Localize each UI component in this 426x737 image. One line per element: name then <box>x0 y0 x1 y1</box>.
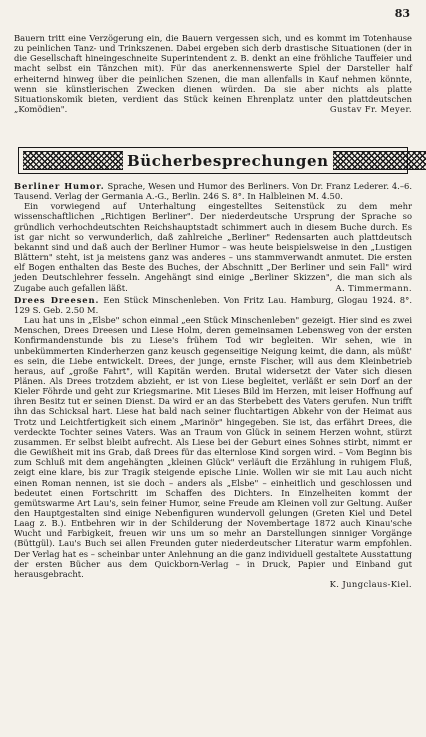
ornament-left-icon <box>23 151 123 170</box>
review-signature: K. Jungclaus-Kiel. <box>329 579 412 590</box>
review-citation <box>14 295 412 315</box>
previous-review-signature: Gustav Fr. Meyer. <box>329 104 412 115</box>
review-citation-text: Een Stück Minschenleben. Von Fritz Lau. Hamburg, Glogau 1924. 8°. 129 S. Geb. 2.50 M. <box>14 294 412 315</box>
review-drees-dreesen <box>14 295 412 590</box>
previous-review-text <box>14 33 412 114</box>
review-signature: A. Timmermann. <box>335 282 412 293</box>
review-berliner-humor <box>14 181 412 293</box>
review-body <box>14 201 412 292</box>
review-citation-text: Sprache, Wesen und Humor des Berliners. Von Dr. Franz Lederer. 4.–6. Tausend. Verlag der Germania A.-G., Berlin. 246 S. 8°. In Halbleinen M. 4.50. <box>14 181 412 202</box>
previous-review-ending <box>14 33 412 114</box>
section-header <box>18 147 408 174</box>
review-body-text: Ein vorwiegend auf Unterhaltung eingestelltes Seitenstück zu dem mehr wissenschaftlichen „Richtigen Berliner". Der niederdeutsche Ursprung der Sprache so gründlich verhochdeutschten Reichshauptstadt schimmert auch in diesem Buche durch. Es ist gar nicht so verwunderlich, daß zahlreiche „Berliner" Redensarten auch plattdeutsch bekannt sind und daß auch der Berliner Humor – was heute beispielsweise in den „Lustigen Blättern" steht, ist ja meistens ganz was anderes – uns stammverwandt anmutet. Die ersten elf Bogen enthalten das Beste des Buches, der Abschnitt „Der Berliner und sein Fall" wird jeden Deutschlehrer fesseln. Angehängt sind einige „Berliner Skizzen", die man sich als Zugabe auch gefallen läßt. <box>14 201 412 293</box>
section-title: Bücherbesprechungen <box>127 151 329 170</box>
ornament-right-icon <box>333 151 426 170</box>
reviews-column <box>14 181 412 591</box>
review-lead-title: Drees Dreesen. <box>14 294 100 305</box>
page-number: 83 <box>394 7 410 20</box>
previous-review-body: Bauern tritt eine Verzögerung ein, die Bauern vergessen sich, und es kommt im Totenhause zu peinlichen Tanz- und Trinkszenen. Dabei ergeben sich derb drastische Situationen (der in die Gesellschaft hineingeschneite Superintendent z. B. denkt an eine fröhliche Tauffeier und macht selbst ein Tänzchen mit). Für das anerkennenswerte Spiel der Darsteller half erheiternd hinweg über die peinlichen Szenen, die man allenfalls in Kauf nehmen könnte, wenn sie künstlerischen Zwecken dienen würden. Da sie aber nichts als platte Situationskomik bieten, verdient das Stück keinen Ehrenplatz unter den plattdeutschen „Komödien". <box>14 33 412 115</box>
review-body: Lau hat uns in „Elsbe" schon einmal „een Stück Minschenleben" gezeigt. Hier sind es zwei Menschen, Drees Dreesen und Liese Holm, deren gemeinsamen Lebensweg von der ersten Konfirmandenstunde bis zu Liese's frühem Tod wir begleiten. Wir sehen, wie in unbekümmerten Kinderherzen ganz keusch gegenseitige Neigung keimt, die dann, als müßt' es sein, die Liebe entwickelt. Drees, der junge, ernste Fischer, will aus dem Kleinbetrieb heraus, auf „große Fahrt", will Kapitän werden. Brutal widersetzt der Vater sich diesen Plänen. Als Drees trotzdem abzieht, er ist von Liese begleitet, verläßt er sein Dorf an der Kieler Föhrde und geht zur Kriegsmarine. Mit Lieses Bild im Herzen, mit leiser Hoffnung auf ihren Besitz tut er seinen Dienst. Da wird er an das Sterbebett des Vaters gerufen. Nun trifft ihn das Schicksal hart. Liese hat bald nach seiner fluchtartigen Abkehr von der Heimat aus Trotz und Leichtfertigkeit sich einem „Marinör" hingegeben. Sie ist, das erfährt Drees, die verdeckte Tochter seines Vaters. Was an Traum von Glück in seinem Herzen wohnt, stürzt zusammen. Er selbst bleibt aufrecht. Als Liese bei der Geburt eines Sohnes stirbt, nimmt er die Gewißheit mit ins Grab, daß Drees für das elternlose Kind sorgen wird. – Vom Beginn bis zum Schluß mit dem angehängten „kleinen Glück" verläuft die Erzählung in ruhigem Fluß, zeigt eine klare, bis zur Tragik steigende epische Linie. Wollen wir sie mit Lau auch nicht einen Roman nennen, ist sie doch – anders als „Elsbe" – einheitlich und geschlossen und bedeutet einen Fortschritt im Schaffen des Dichters. In Einzelheiten kommt der gemütswarme Art Lau's, sein feiner Humor, seine Freude am Kleinen voll zur Geltung. Außer den Hauptgestalten sind einige Nebenfiguren wundervoll gelungen (Greten Kiel und Detel Laag z. B.). Entbehren wir in der Schilderung der Novembertage 1872 auch Kinau'sche Wucht und Farbigkeit, freuen wir uns um so mehr an Darstellungen sinniger Vorgänge (Büttgül). Lau's Buch sei allen Freunden guter niederdeutscher Literatur warm empfohlen. Der Verlag hat es – scheinbar unter Anlehnung an die ganz individuell gestaltete Ausstattung der ersten Bücher aus dem Quickborn-Verlag – in Druck, Papier und Einband gut herausgebracht. <box>14 315 412 579</box>
review-citation <box>14 181 412 201</box>
review-lead-title: Berliner Humor. <box>14 181 105 191</box>
